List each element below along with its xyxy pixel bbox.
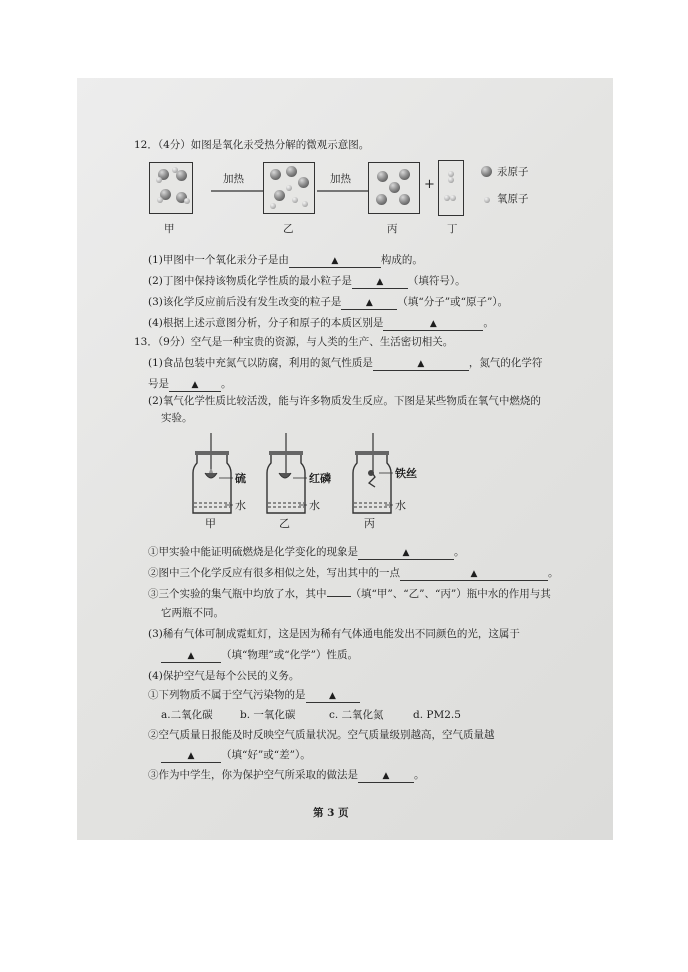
q13-4-1: ①下列物质不属于空气污染物的是 ▲: [148, 688, 360, 703]
q13-2-line1: (2)氧气化学性质比较活泼，能与许多物质发生反应。下图是某些物质在氧气中燃烧的: [148, 395, 541, 407]
answer-blank[interactable]: ▲: [169, 378, 221, 392]
jar-substance-phosphorus: 红磷: [309, 472, 331, 485]
hg-atom: [399, 169, 410, 180]
jar-substance-sulfur: 硫: [235, 472, 246, 485]
o-atom: [286, 185, 292, 191]
label-jia: 甲: [164, 223, 175, 235]
label-yi: 乙: [283, 223, 294, 235]
q13-2-line2: 实验。: [161, 412, 193, 424]
answer-blank[interactable]: ▲: [373, 357, 469, 371]
jar-jia: [193, 433, 233, 513]
o-atom: [270, 203, 276, 209]
q12-2: (2)丁图中保持该物质化学性质的最小粒子是 ▲ （填符号）。: [148, 275, 466, 287]
o-atom: [302, 201, 308, 207]
answer-blank[interactable]: [327, 596, 351, 597]
jar-substance-iron-wire: 铁丝: [395, 467, 417, 480]
answer-blank[interactable]: ▲: [352, 275, 408, 289]
q13-1-line2: 号是 ▲ 。: [148, 378, 232, 390]
hg-atom: [270, 169, 281, 180]
q13-header: 13．（9分）空气是一种宝贵的资源，与人类的生产、生活密切相关。: [134, 336, 454, 348]
q12-3: (3)该化学反应前后没有发生改变的粒子是 ▲ （填“分子”或“原子”）。: [148, 296, 509, 308]
q13-1-line1: (1)食品包装中充氮气以防腐，利用的氮气性质是 ▲ ，氮气的化学符: [148, 357, 543, 369]
jar-yi: [267, 433, 307, 513]
box-jia: [149, 162, 193, 214]
jar-label-yi: 乙: [279, 517, 290, 530]
o-atom: [156, 177, 162, 183]
o-atom: [450, 195, 456, 201]
q13-4-2-line1: ②空气质量日报能及时反映空气质量状况。空气质量级别越高，空气质量越: [148, 729, 495, 741]
jar-bing: [353, 433, 393, 513]
hg-atom: [274, 190, 285, 201]
answer-blank[interactable]: ▲: [161, 749, 221, 763]
jar-label-jia: 甲: [205, 517, 216, 530]
answer-blank[interactable]: ▲: [289, 254, 381, 268]
o-atom: [292, 197, 298, 203]
o-atom: [448, 177, 454, 183]
q13-2-3-line1: ③三个实验的集气瓶中均放了水，其中 （填“甲”、“乙”、“丙”）瓶中水的作用与其: [148, 588, 551, 600]
q12-4: (4)根据上述示意图分析，分子和原子的本质区别是 ▲ 。: [148, 317, 494, 329]
legend-o-icon: [484, 197, 490, 203]
hg-atom: [399, 194, 410, 205]
hg-atom: [298, 177, 309, 188]
answer-blank[interactable]: ▲: [161, 649, 221, 663]
option-c: c. 二氧化氮: [329, 709, 384, 721]
legend-hg-icon: [481, 166, 492, 177]
q13-2-1: ①甲实验中能证明硫燃烧是化学变化的现象是 ▲ 。: [148, 546, 465, 558]
hg-atom: [389, 182, 400, 193]
q13-4-2-line2: ▲ （填“好”或“差”）。: [161, 748, 311, 763]
box-ding: [438, 160, 464, 216]
q13-2-3-line2: 它两瓶不同。: [161, 607, 224, 619]
q12-1: (1)甲图中一个氧化汞分子是由 ▲ 构成的。: [148, 254, 423, 266]
answer-blank[interactable]: ▲: [341, 296, 397, 310]
box-yi: [263, 162, 315, 214]
label-ding: 丁: [447, 223, 458, 235]
jar-water-label: 水: [395, 499, 406, 512]
plus-sign: +: [424, 177, 435, 192]
q13-4: (4)保护空气是每个公民的义务。: [148, 670, 300, 682]
jar-water-label: 水: [309, 499, 320, 512]
q13-3-line2: ▲ （填“物理”或“化学”）性质。: [161, 648, 358, 663]
q13-2-2: ②图中三个化学反应有很多相似之处，写出其中的一点 ▲ 。: [148, 567, 559, 579]
hg-atom: [176, 170, 187, 181]
q13-3-line1: (3)稀有气体可制成霓虹灯，这是因为稀有气体通电能发出不同颜色的光，这属于: [148, 628, 520, 640]
hg-atom: [376, 194, 387, 205]
exam-page: [77, 78, 613, 840]
answer-blank[interactable]: ▲: [358, 546, 454, 560]
arrow1-label: 加热: [223, 173, 244, 185]
box-bing: [368, 162, 420, 214]
page-number: 第 3 页: [313, 807, 349, 819]
o-atom: [157, 197, 163, 203]
o-atom: [184, 198, 190, 204]
legend-o-label: 氧原子: [497, 193, 529, 205]
answer-blank[interactable]: ▲: [358, 769, 414, 783]
o-atom: [172, 167, 178, 173]
q12-header: 12．（4分）如图是氧化汞受热分解的微观示意图。: [134, 139, 370, 151]
answer-blank[interactable]: ▲: [400, 567, 548, 581]
option-d: d. PM2.5: [413, 709, 461, 721]
jar-water-label: 水: [235, 499, 246, 512]
option-b: b. 一氧化碳: [240, 709, 296, 721]
legend-hg-label: 汞原子: [497, 166, 529, 178]
q13-4-3: ③作为中学生，你为保护空气所采取的做法是 ▲ 。: [148, 769, 425, 781]
label-bing: 丙: [387, 223, 398, 235]
answer-blank[interactable]: ▲: [306, 689, 360, 703]
hg-atom: [286, 166, 297, 177]
option-a: a.二氧化碳: [161, 709, 213, 721]
arrow2-label: 加热: [330, 173, 351, 185]
answer-blank[interactable]: ▲: [383, 317, 483, 331]
hg-atom: [377, 171, 388, 182]
jar-label-bing: 丙: [364, 517, 375, 530]
